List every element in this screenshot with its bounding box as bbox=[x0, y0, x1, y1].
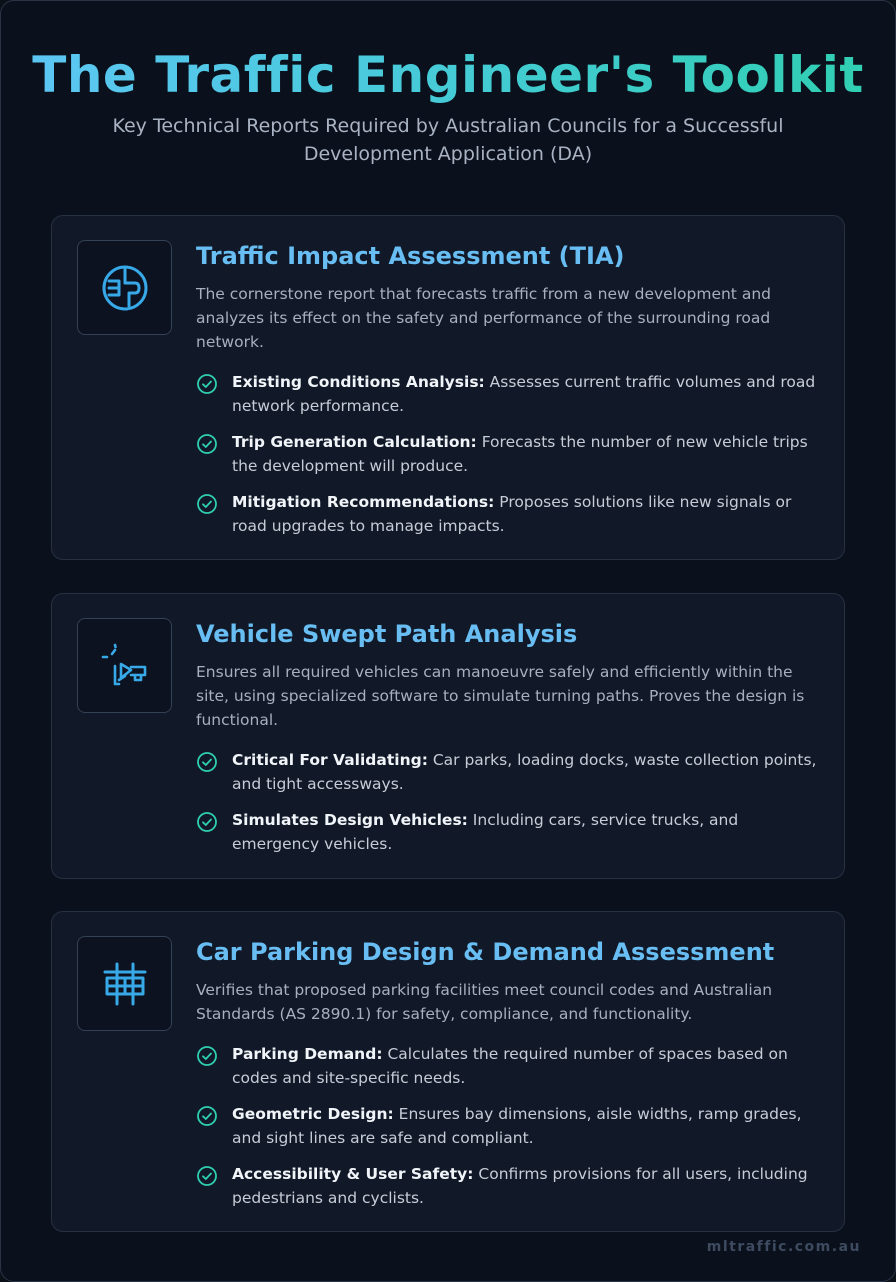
page-subtitle: Key Technical Reports Required by Australian Councils for a Successful Development Application (DA) bbox=[112, 115, 784, 165]
check-circle-icon bbox=[196, 373, 218, 395]
item-label: Accessibility & User Safety: bbox=[232, 1165, 474, 1183]
item-label: Critical For Validating: bbox=[232, 751, 428, 769]
list-item bbox=[196, 1042, 820, 1090]
item-label: Existing Conditions Analysis: bbox=[232, 373, 485, 391]
list-item bbox=[196, 748, 820, 796]
card-title: Car Parking Design & Demand Assessment bbox=[196, 938, 775, 966]
check-circle-icon bbox=[196, 1105, 218, 1127]
card-title: Traffic Impact Assessment (TIA) bbox=[196, 242, 625, 270]
item-text: Forecasts the number of new vehicle trips the development will produce. bbox=[232, 433, 808, 475]
list-item bbox=[196, 808, 820, 856]
card-description: Verifies that proposed parking facilities meet council codes and Australian Standards (AS 2890.1) for safety, compliance, and functionality. bbox=[196, 981, 773, 1023]
list-item bbox=[196, 430, 820, 478]
check-circle-icon bbox=[196, 1165, 218, 1187]
check-circle-icon bbox=[196, 751, 218, 773]
page-title: The Traffic Engineer's Toolkit bbox=[1, 45, 895, 105]
item-label: Parking Demand: bbox=[232, 1045, 383, 1063]
list-item bbox=[196, 490, 820, 538]
item-label: Mitigation Recommendations: bbox=[232, 493, 495, 511]
card-traffic-impact-assessment bbox=[51, 215, 845, 560]
card-description: Ensures all required vehicles can manoeuvre safely and efficiently within the site, using specialized software to simulate turning paths. Proves the design is functional. bbox=[196, 663, 805, 729]
list-item bbox=[196, 370, 820, 418]
check-circle-icon bbox=[196, 1045, 218, 1067]
item-label: Simulates Design Vehicles: bbox=[232, 811, 468, 829]
list-item bbox=[196, 1162, 820, 1210]
item-label: Geometric Design: bbox=[232, 1105, 394, 1123]
list-item bbox=[196, 1102, 820, 1150]
item-text: Confirms provisions for all users, including pedestrians and cyclists. bbox=[232, 1165, 808, 1207]
item-text: Proposes solutions like new signals or road upgrades to manage impacts. bbox=[232, 493, 792, 535]
parking-grid-icon bbox=[77, 936, 172, 1031]
item-text: Calculates the required number of spaces based on codes and site-specific needs. bbox=[232, 1045, 788, 1087]
footer-site-link[interactable]: mltraffic.com.au bbox=[706, 1239, 861, 1255]
check-circle-icon bbox=[196, 811, 218, 833]
card-title: Vehicle Swept Path Analysis bbox=[196, 620, 578, 648]
item-text: Including cars, service trucks, and emergency vehicles. bbox=[232, 811, 739, 853]
item-text: Ensures bay dimensions, aisle widths, ramp grades, and sight lines are safe and compliant. bbox=[232, 1105, 802, 1147]
card-description: The cornerstone report that forecasts traffic from a new development and analyzes its effect on the safety and performance of the surrounding road network. bbox=[196, 285, 771, 351]
check-circle-icon bbox=[196, 493, 218, 515]
check-circle-icon bbox=[196, 433, 218, 455]
item-text: Car parks, loading docks, waste collection points, and tight accessways. bbox=[232, 751, 817, 793]
item-label: Trip Generation Calculation: bbox=[232, 433, 477, 451]
item-text: Assesses current traffic volumes and road network performance. bbox=[232, 373, 816, 415]
map-pin-globe-icon bbox=[77, 240, 172, 335]
truck-path-icon bbox=[77, 618, 172, 713]
card-car-parking-design bbox=[51, 911, 845, 1232]
card-vehicle-swept-path-analysis bbox=[51, 593, 845, 879]
